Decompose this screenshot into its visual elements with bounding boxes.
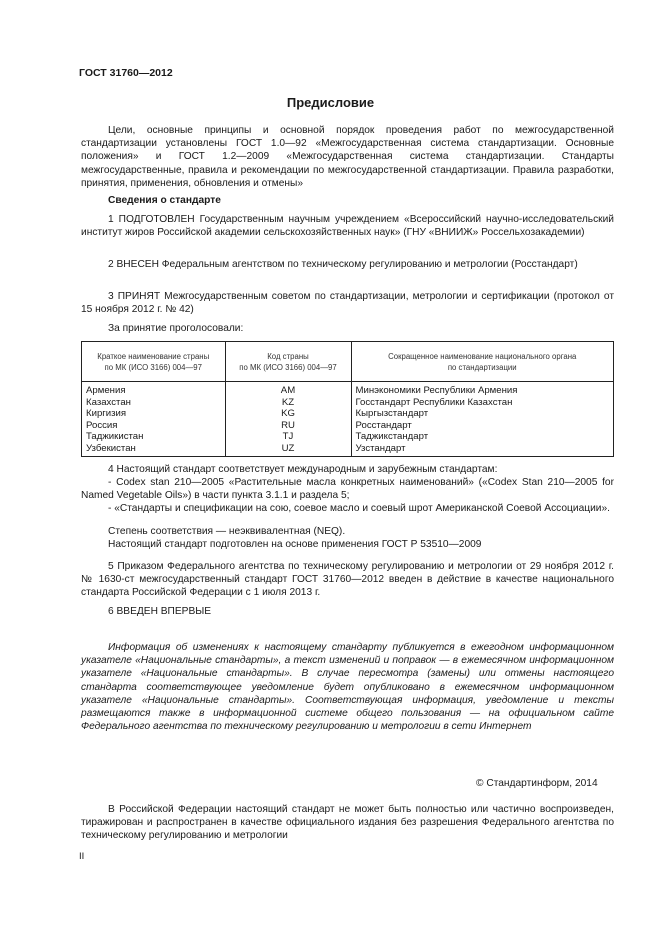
column-header-code-line2: по МК (ИСО 3166) 004—97 — [239, 362, 337, 372]
body-cell: Таджикстандарт — [355, 431, 429, 442]
item-4-intro: 4 Настоящий стандарт соответствует международным и зарубежным стандартам: — [108, 464, 498, 475]
code-cell: RU — [225, 420, 351, 432]
page-number: II — [79, 851, 85, 862]
country-cell: Киргизия — [82, 408, 225, 420]
country-cell: Армения — [82, 382, 225, 397]
country-cell: Таджикистан — [82, 431, 225, 443]
column-header-country-line1: Краткое наименование страны — [97, 351, 210, 361]
code-cell: UZ — [225, 443, 351, 457]
item-4-conformity: Степень соответствия — неэквивалентная (NEQ). — [108, 526, 346, 537]
item-6-paragraph: 6 ВВЕДЕН ВПЕРВЫЕ — [108, 606, 212, 617]
body-cell: Кыргызстандарт — [355, 408, 429, 419]
copyright: © Стандартинформ, 2014 — [476, 778, 598, 789]
page-title: Предисловие — [286, 95, 375, 110]
body-cell: Госстандарт Республики Казахстан — [355, 396, 513, 408]
table-row — [82, 397, 613, 409]
intro-paragraph: Цели, основные принципы и основной порядок проведения работ по межгосударственной стандартизации установлены ГОСТ 1.0—92 «Межгосударственная система стандартизации. Основные положения» и ГОСТ 1.2—2009 «Межгосударственная система стандартизации. Стандарты межгосударственные, правила и рекомендации по межгосударственной стандартизации. Правила разработки, принятия, применения, обновления и отмены» — [81, 125, 614, 189]
column-header-country — [82, 342, 225, 382]
code-cell: KG — [225, 408, 351, 420]
table-row — [82, 408, 613, 420]
country-cell: Казахстан — [82, 397, 225, 409]
table-row — [82, 420, 613, 432]
legal-notice: В Российской Федерации настоящий стандарт не может быть полностью или частично воспроизведен, тиражирован и распространен в качестве официального издания без разрешения Федерального агентства по техническому регулированию и метрологии — [81, 804, 614, 842]
column-header-body — [351, 342, 613, 382]
vote-table — [81, 341, 614, 457]
voted-label: За принятие проголосовали: — [108, 323, 244, 334]
column-header-body-line1: Сокращенное наименование национального органа — [388, 351, 577, 361]
column-header-code-line1: Код страны — [267, 351, 309, 361]
item-4-soy-standards: - «Стандарты и спецификации на сою, соевое масло и соевый шрот Американской Соевой Ассоциации». — [108, 503, 610, 514]
code-cell: KZ — [225, 397, 351, 409]
item-4-codex: - Codex stan 210—2005 «Растительные масла конкретных наименований» («Codex Stan 210—2005 for Named Vegetable Oils») в части пункта 3.1.1 и раздела 5; — [81, 477, 614, 502]
column-header-code — [225, 342, 351, 382]
document-code: ГОСТ 31760—2012 — [79, 67, 173, 79]
table-row — [82, 382, 613, 397]
code-cell: TJ — [225, 431, 351, 443]
item-4-basis: Настоящий стандарт подготовлен на основе применения ГОСТ Р 53510—2009 — [108, 539, 482, 550]
vote-table-header-row — [82, 342, 613, 382]
section-heading: Сведения о стандарте — [108, 195, 221, 206]
item-5-paragraph: 5 Приказом Федерального агентства по техническому регулированию и метрологии от 29 ноября 2012 г. № 1630-ст межгосударственный стандарт ГОСТ 31760—2012 введен в действие в качестве национального стандарта Российской Федерации с 1 июля 2013 г. — [81, 561, 614, 599]
item-2-paragraph: 2 ВНЕСЕН Федеральным агентством по техническому регулированию и метрологии (Росстандарт) — [108, 259, 578, 270]
column-header-body-line2: по стандартизации — [447, 362, 517, 372]
body-cell: Узстандарт — [355, 442, 406, 454]
table-row — [82, 443, 613, 457]
item-1-paragraph: 1 ПОДГОТОВЛЕН Государственным научным учреждением «Всероссийский научно-исследовательский институт жиров Российской академии сельскохозяйственных наук» (ГНУ «ВНИИЖ» Россельхозакадемии) — [81, 214, 614, 239]
table-row — [82, 431, 613, 443]
body-cell: Росстандарт — [355, 419, 412, 431]
country-cell: Узбекистан — [82, 443, 225, 457]
column-header-country-line2: по МК (ИСО 3166) 004—97 — [104, 362, 202, 372]
body-cell: Минэкономики Республики Армения — [355, 385, 518, 396]
country-cell: Россия — [82, 420, 225, 432]
code-cell: AM — [225, 382, 351, 397]
item-3-paragraph: 3 ПРИНЯТ Межгосударственным советом по стандартизации, метрологии и сертификации (протокол от 15 ноября 2012 г. № 42) — [81, 291, 614, 316]
change-notice: Информация об изменениях к настоящему стандарту публикуется в ежегодном информационном указателе «Национальные стандарты», а текст изменений и поправок — в ежемесячном информационном указателе «Национальные стандарты». В случае пересмотра (замены) или отмены настоящего стандарта соответствующее уведомление будет опубликовано в ежемесячном информационном указателе «Национальные стандарты». Соответствующая информация, уведомление и тексты размещаются также в информационной системе общего пользования — на официальном сайте Федерального агентства по техническому регулированию и метрологии в сети Интернет — [81, 642, 614, 733]
